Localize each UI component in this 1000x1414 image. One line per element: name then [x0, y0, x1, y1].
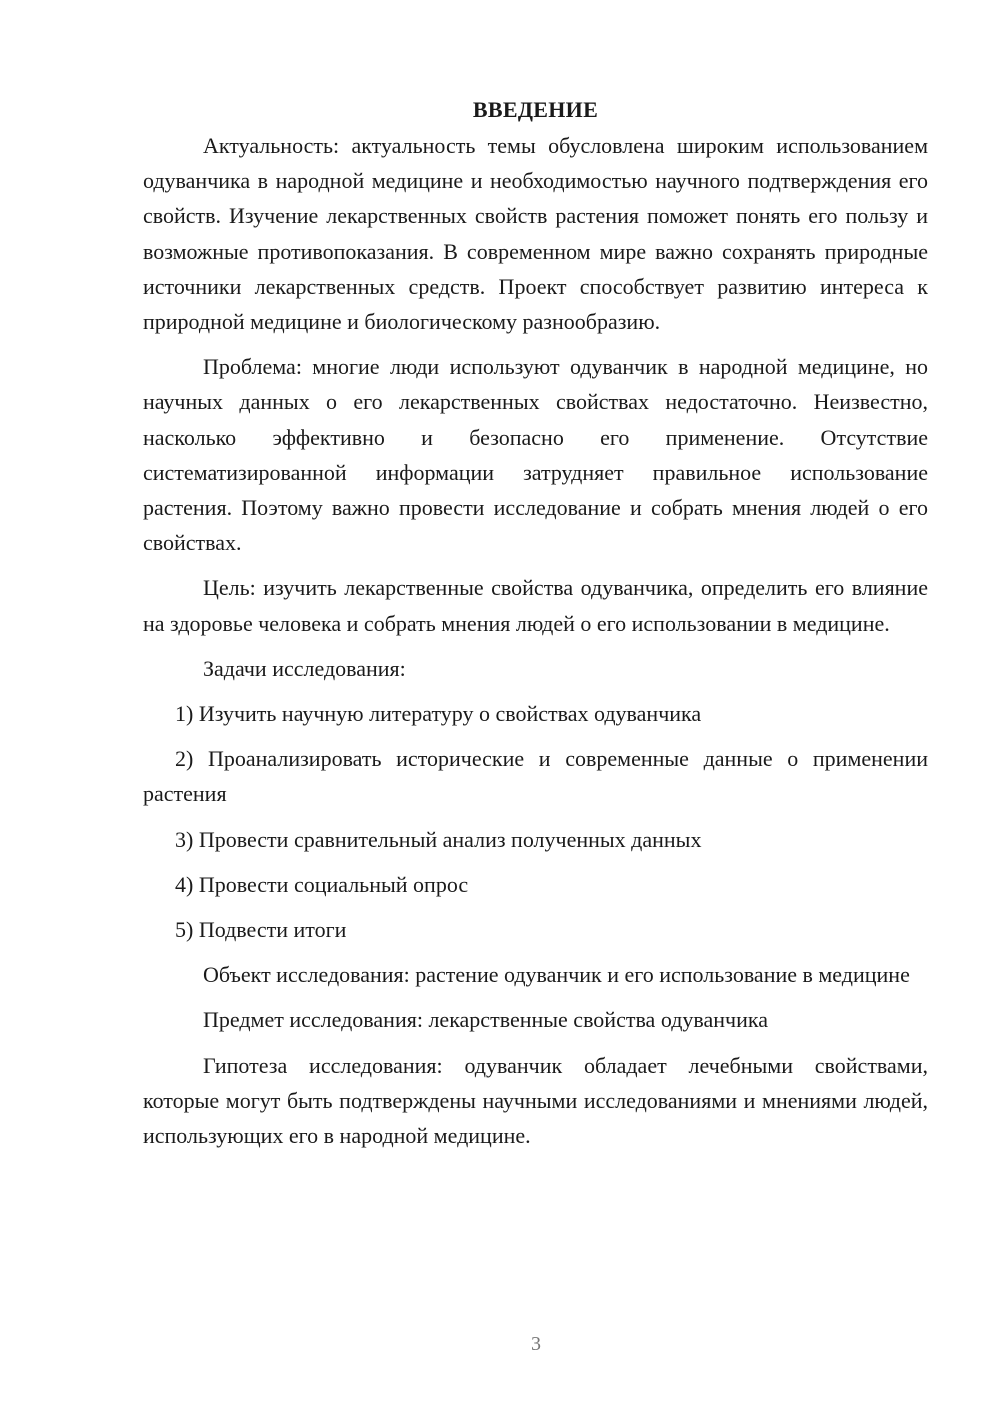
page-number: 3	[531, 1333, 541, 1355]
section-title: ВВЕДЕНИЕ	[472, 97, 599, 122]
task-item: 2) Проанализировать исторические и современные данные о применении растения	[143, 746, 928, 807]
document-page	[143, 92, 928, 1163]
hypothesis-paragraph: Гипотеза исследования: одуванчик обладает лечебными свойствами, которые могут быть подтверждены научными исследованиями и мнениями людей, использующих его в народной медицине.	[143, 1052, 928, 1149]
task-item: 3) Провести сравнительный анализ полученных данных	[175, 826, 702, 852]
relevance-paragraph: Актуальность: актуальность темы обусловлена широким использованием одуванчика в народной медицине и необходимостью научного подтверждения его свойств. Изучение лекарственных свойств растения поможет понять его пользу и возможные противопоказания. В современном мире важно сохранять природные источники лекарственных средств. Проект способствует развитию интереса к природной медицине и биологическому разнообразию.	[143, 133, 928, 335]
goal-paragraph: Цель: изучить лекарственные свойства одуванчика, определить его влияние на здоровье человека и собрать мнения людей о его использовании в медицине.	[143, 575, 928, 636]
object-paragraph: Объект исследования: растение одуванчик и его использование в медицине	[203, 962, 910, 988]
task-item: 1) Изучить научную литературу о свойствах одуванчика	[175, 701, 702, 727]
task-item: 4) Провести социальный опрос	[175, 871, 469, 897]
problem-paragraph: Проблема: многие люди используют одуванчик в народной медицине, но научных данных о его лекарственных свойствах недостаточно. Неизвестно, насколько эффективно и безопасно его применение. Отсутствие систематизированной информации затрудняет правильное использование растения. Поэтому важно провести исследование и собрать мнения людей о его свойствах.	[143, 354, 928, 556]
tasks-list	[143, 696, 928, 947]
tasks-heading: Задачи исследования:	[203, 655, 406, 681]
task-item: 5) Подвести итоги	[175, 917, 347, 943]
subject-paragraph: Предмет исследования: лекарственные свойства одуванчика	[203, 1007, 768, 1033]
